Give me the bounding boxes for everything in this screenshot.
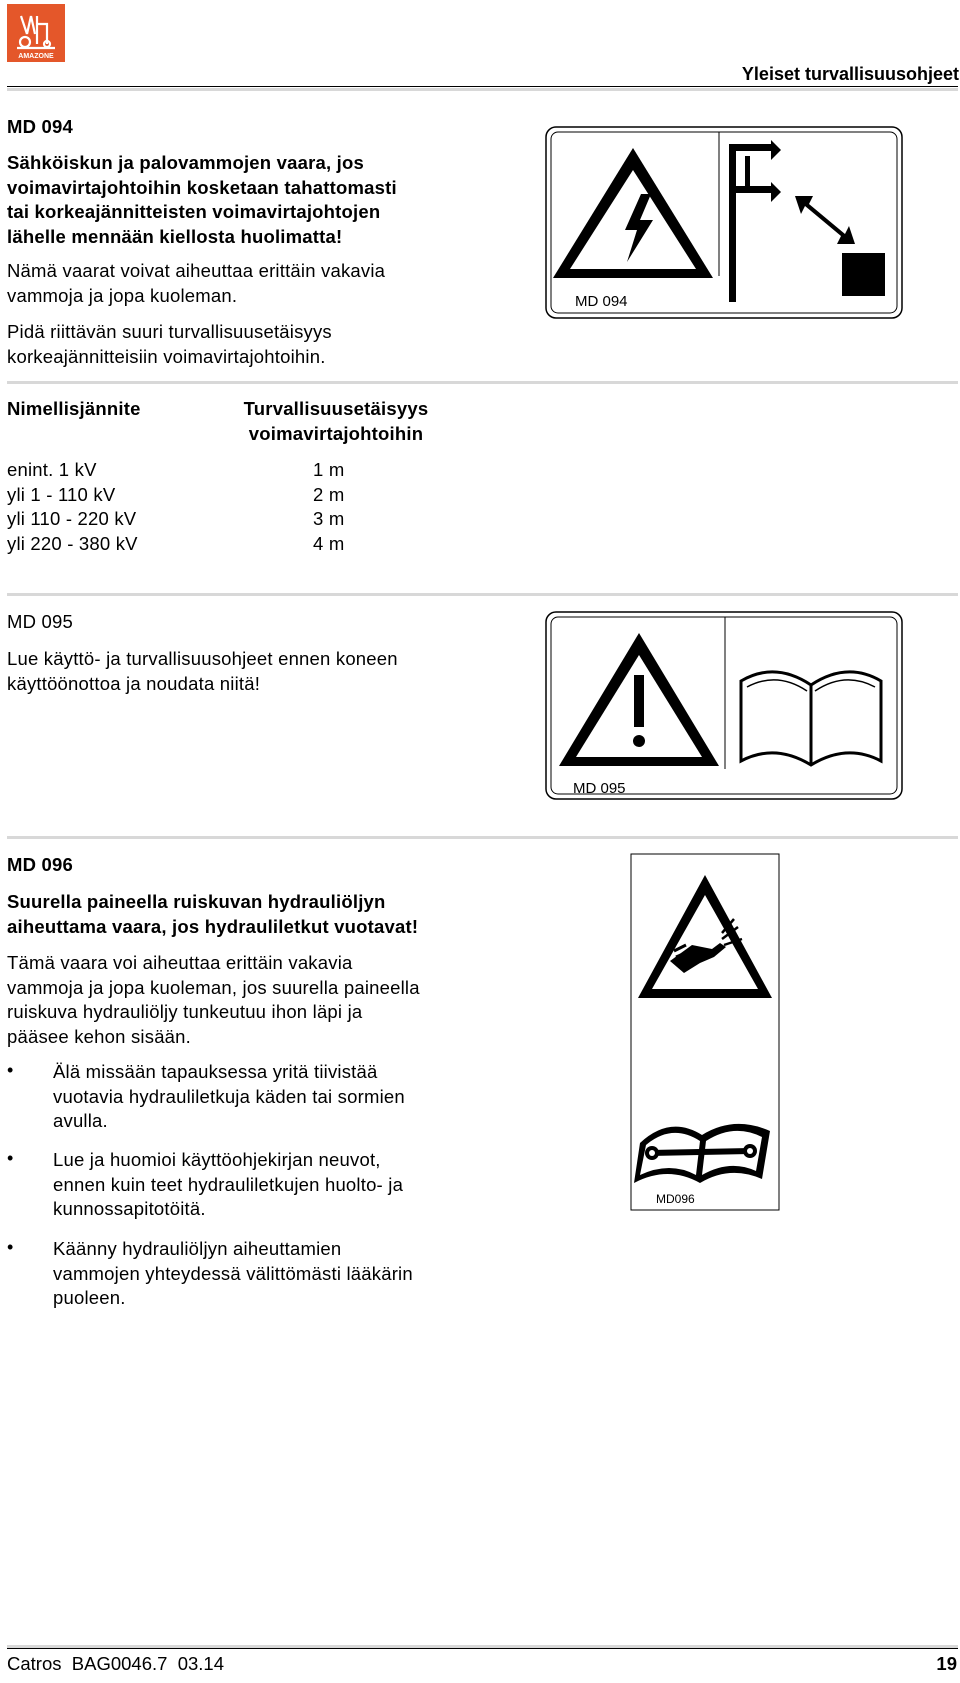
footer-doc-info: Catros BAG0046.7 03.14	[7, 1653, 224, 1674]
table-row: enint. 1 kV	[7, 459, 97, 480]
md094-instruction-line: Pidä riittävän suuri turvallisuusetäisyys	[7, 321, 332, 342]
header-divider-shadow	[7, 88, 958, 91]
list-item-line: puoleen.	[53, 1287, 126, 1308]
footer-divider	[7, 1648, 958, 1649]
section-divider	[7, 381, 958, 384]
svg-text:MD 095: MD 095	[573, 780, 626, 797]
md096-consequence-line: pääsee kehon sisään.	[7, 1025, 191, 1047]
md094-warning	[7, 151, 397, 249]
md095-code: MD 095	[7, 611, 73, 632]
md096-code: MD 096	[7, 854, 73, 875]
md096-warning	[7, 890, 418, 939]
md095-text-line: käyttöönottoa ja noudata niitä!	[7, 672, 261, 694]
footer-divider-shadow	[7, 1645, 958, 1648]
md094-warning-line: Sähköiskun ja palovammojen vaara, jos	[7, 152, 364, 173]
md096-consequence-line: vammoja ja jopa kuoleman, jos suurella paineella	[7, 976, 420, 998]
md094-consequence-line: vammoja ja jopa kuoleman.	[7, 284, 238, 306]
table-row: 1 m	[313, 459, 345, 480]
list-item-line: avulla.	[53, 1110, 108, 1131]
section-title: Yleiset turvallisuusohjeet	[741, 64, 959, 84]
md094-instruction-line: korkeajännitteisiin voimavirtajohtoihin.	[7, 345, 326, 367]
md094-warning-line: voimavirtajohtoihin kosketaan tahattomasti	[7, 176, 397, 198]
md094-safety-label	[545, 126, 903, 319]
table-row: yli 110 - 220 kV	[7, 508, 137, 529]
table-header-distance	[226, 397, 446, 446]
svg-text:AMAZONE: AMAZONE	[18, 53, 54, 60]
md096-consequence-line: Tämä vaara voi aiheuttaa erittäin vakavia	[7, 952, 353, 973]
md095-text	[7, 647, 398, 696]
table-row: 3 m	[313, 508, 345, 529]
distance-column	[313, 458, 344, 556]
md096-consequence-line: ruiskuva hydrauliöljy tunkeutuu ihon läpi ja	[7, 1001, 363, 1022]
page-number: 19	[936, 1653, 957, 1674]
md094-warning-line: tai korkeajännitteisten voimavirtajohtojen	[7, 201, 381, 222]
machine-block-icon	[842, 253, 885, 296]
md094-consequence-line: Nämä vaarat voivat aiheuttaa erittäin vakavia	[7, 260, 386, 281]
table-row: yli 1 - 110 kV	[7, 483, 116, 505]
list-item-line: ennen kuin teet hydrauliletkujen huolto- ja	[53, 1173, 404, 1195]
md096-warning-line: aiheuttama vaara, jos hydrauliletkut vuotavat!	[7, 915, 419, 937]
list-item-line: kunnossapitotöitä.	[53, 1198, 206, 1219]
bullet-icon: •	[7, 1237, 14, 1257]
md095-safety-label	[545, 611, 903, 800]
section-divider	[7, 836, 958, 839]
list-item-line: Käänny hydrauliöljyn aiheuttamien	[53, 1238, 342, 1259]
svg-text:MD096: MD096	[656, 1192, 695, 1206]
list-item-line: Älä missään tapauksessa yritä tiivistää	[53, 1061, 378, 1082]
md096-warning-line: Suurella paineella ruiskuvan hydrauliöljyn	[7, 891, 386, 912]
table-row: 2 m	[313, 483, 345, 505]
table-header-distance-line: Turvallisuusetäisyys	[243, 398, 429, 419]
header-divider	[7, 86, 958, 87]
list-item-line: Lue ja huomioi käyttöohjekirjan neuvot,	[53, 1149, 381, 1170]
md094-warning-line: lähelle mennään kiellosta huolimatta!	[7, 225, 343, 247]
md095-text-line: Lue käyttö- ja turvallisuusohjeet ennen koneen	[7, 648, 398, 669]
voltage-column	[7, 458, 138, 556]
md096-consequence	[7, 951, 420, 1049]
list-item-line: vuotavia hydrauliletkuja käden tai sormien	[53, 1085, 405, 1107]
bullet-icon: •	[7, 1148, 14, 1168]
md096-safety-label	[630, 853, 780, 1213]
md094-consequence	[7, 259, 385, 308]
amazone-logo	[7, 4, 65, 62]
table-row: yli 220 - 380 kV	[7, 532, 138, 554]
table-header-distance-line: voimavirtajohtoihin	[248, 422, 424, 444]
section-divider	[7, 593, 958, 596]
svg-text:MD 094: MD 094	[575, 293, 628, 310]
md094-instruction	[7, 320, 332, 369]
bullet-icon: •	[7, 1060, 14, 1080]
table-header-voltage: Nimellisjännite	[7, 398, 141, 419]
list-item-line: vammojen yhteydessä välittömästi lääkärin	[53, 1262, 413, 1284]
table-row: 4 m	[313, 532, 345, 554]
md094-code: MD 094	[7, 116, 73, 137]
